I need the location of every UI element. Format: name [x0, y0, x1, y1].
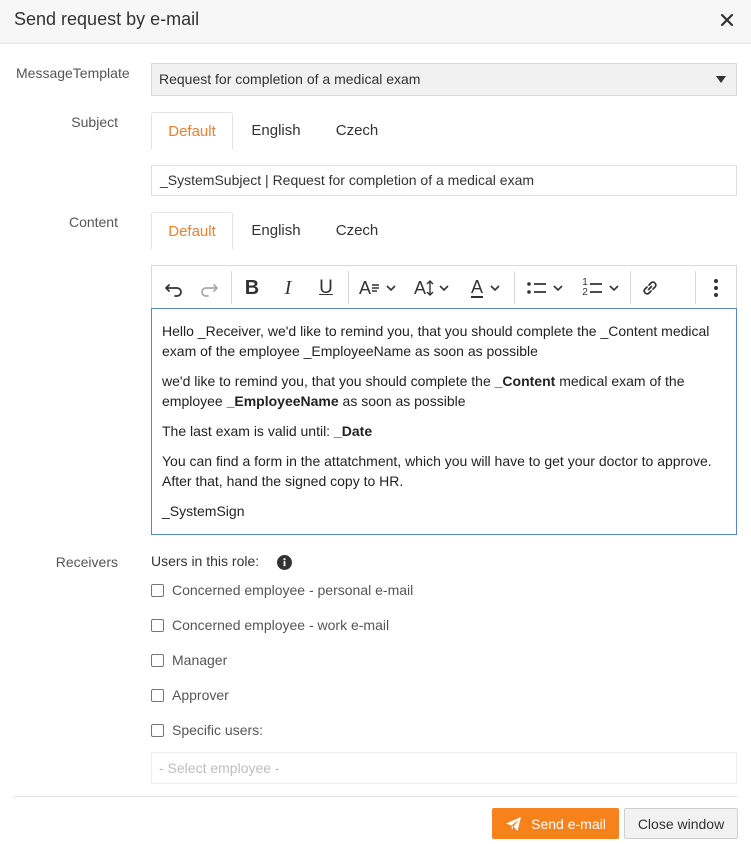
- editor-paragraph: [162, 421, 726, 441]
- send-email-label: Send e-mail: [531, 815, 606, 832]
- receiver-option-manager: [151, 651, 227, 669]
- toolbar-divider: [630, 271, 631, 304]
- subject-input[interactable]: _SystemSubject | Request for completion of a medical exam: [151, 165, 737, 196]
- info-icon[interactable]: [277, 555, 292, 570]
- font-family-icon[interactable]: [356, 276, 400, 300]
- checkbox[interactable]: [151, 689, 164, 702]
- date-placeholder: _Date: [333, 423, 373, 439]
- editor-paragraph: [162, 371, 726, 411]
- content-tab-czech[interactable]: Czech: [335, 222, 379, 239]
- receiver-option-label: Concerned employee - work e-mail: [172, 617, 390, 633]
- editor-text: The last exam is valid until:: [162, 423, 334, 439]
- underline-glyph: U: [319, 277, 333, 298]
- send-email-button[interactable]: [492, 808, 619, 839]
- receiver-option-label: Approver: [172, 687, 229, 703]
- chevron-down-icon: [716, 76, 726, 83]
- toolbar-divider: [348, 271, 349, 304]
- subject-tab-default[interactable]: Default: [151, 112, 233, 150]
- dialog-header: [0, 0, 751, 44]
- bold-icon[interactable]: [240, 276, 264, 300]
- italic-icon[interactable]: [276, 276, 300, 300]
- receivers-label: Receivers: [55, 554, 118, 570]
- editor-toolbar: [151, 265, 737, 309]
- checkbox[interactable]: [151, 654, 164, 667]
- underline-icon[interactable]: [314, 276, 338, 300]
- numbered-list-icon[interactable]: [578, 276, 624, 300]
- more-icon[interactable]: [704, 276, 728, 300]
- editor-text: we'd like to remind you, that you should complete the: [162, 373, 495, 389]
- content-label: Content: [68, 214, 118, 230]
- checkbox[interactable]: [151, 584, 164, 597]
- receiver-option-label: Manager: [172, 652, 228, 668]
- italic-glyph: I: [284, 276, 292, 299]
- editor-paragraph: _SystemSign: [162, 503, 245, 519]
- content-tab-default[interactable]: Default: [151, 212, 233, 250]
- font-size-glyph: A: [413, 277, 426, 298]
- editor-paragraph: You can find a form in the attatchment, which you will have to get your doctor to approve. After that, hand the signed copy to HR.: [162, 453, 712, 489]
- numbered-list-bottom: 2: [582, 287, 588, 298]
- employee-select[interactable]: - Select employee -: [151, 752, 737, 784]
- toolbar-divider: [695, 271, 696, 304]
- link-icon[interactable]: [638, 276, 662, 300]
- receiver-option-personal-email: [151, 581, 413, 599]
- message-template-select[interactable]: [151, 63, 737, 96]
- content-placeholder: _Content: [494, 373, 556, 389]
- subject-tab-english[interactable]: English: [251, 122, 301, 139]
- receiver-option-label: Concerned employee - personal e-mail: [172, 582, 414, 598]
- checkbox[interactable]: [151, 724, 164, 737]
- close-icon[interactable]: [717, 10, 737, 30]
- receiver-option-work-email: [151, 616, 389, 634]
- content-editor[interactable]: [151, 308, 737, 535]
- dialog-title: Send request by e-mail: [14, 9, 200, 29]
- subject-label: Subject: [71, 114, 118, 130]
- undo-icon[interactable]: [162, 276, 186, 300]
- content-tab-english[interactable]: English: [251, 222, 301, 239]
- font-size-icon[interactable]: [410, 276, 454, 300]
- subject-tab-czech[interactable]: Czech: [335, 122, 379, 139]
- toolbar-divider: [231, 271, 232, 304]
- bold-glyph: B: [244, 276, 260, 299]
- employee-name-placeholder: _EmployeeName: [226, 393, 339, 409]
- checkbox[interactable]: [151, 619, 164, 632]
- editor-text: as soon as possible: [338, 393, 466, 409]
- receiver-option-specific-users: [151, 721, 263, 739]
- font-family-glyph: A: [358, 277, 371, 298]
- receiver-option-approver: [151, 686, 229, 704]
- editor-paragraph: Hello _Receiver, we'd like to remind you, that you should complete the _Content medical exam of the employee _EmployeeName as soon as possible: [162, 323, 710, 359]
- editor-text: medical exam of the employee: [162, 373, 685, 409]
- bulleted-list-icon[interactable]: [522, 276, 568, 300]
- toolbar-divider: [514, 271, 515, 304]
- message-template-value: Request for completion of a medical exam: [159, 71, 421, 87]
- text-color-icon[interactable]: [464, 276, 508, 300]
- numbered-list-top: 1: [582, 277, 588, 288]
- text-color-glyph: A: [470, 277, 483, 297]
- close-window-button[interactable]: Close window: [624, 808, 738, 839]
- send-icon: [505, 816, 522, 832]
- footer-divider: [13, 796, 738, 797]
- message-template-label: MessageTemplate: [16, 65, 130, 81]
- redo-icon[interactable]: [197, 276, 221, 300]
- users-in-role-label: Users in this role:: [151, 553, 260, 569]
- receiver-option-label: Specific users:: [172, 722, 264, 738]
